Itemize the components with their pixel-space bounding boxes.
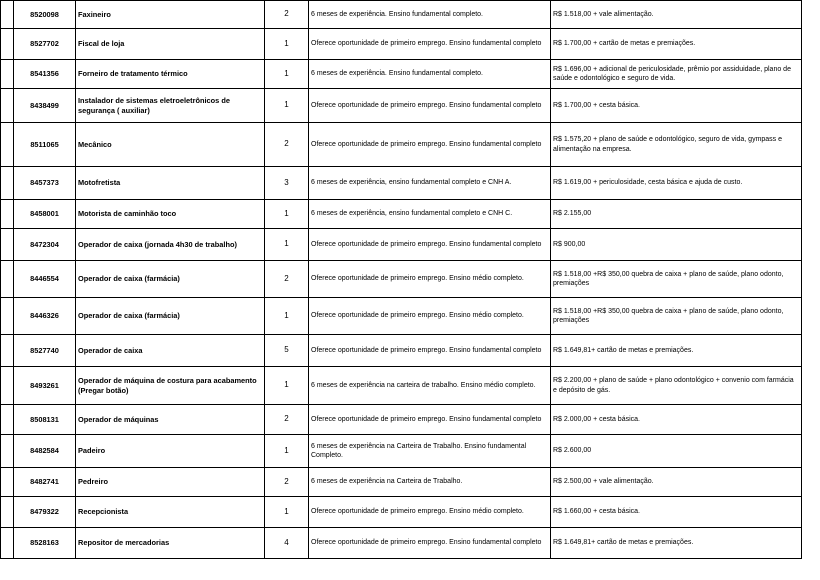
row-margin-cell [1, 298, 14, 335]
vacancy-count: 2 [265, 261, 309, 298]
job-requirements: Oferece oportunidade de primeiro emprego. Ensino fundamental completo [309, 528, 551, 559]
job-salary: R$ 1.700,00 + cesta básica. [551, 89, 802, 123]
vacancy-code: 8482741 [14, 468, 76, 497]
table-row [1, 89, 802, 123]
job-requirements: 6 meses de experiência. Ensino fundamental completo. [309, 60, 551, 89]
job-title: Operador de máquina de costura para acabamento (Pregar botão) [76, 367, 265, 405]
vacancy-count: 1 [265, 229, 309, 261]
vacancy-code: 8458001 [14, 200, 76, 229]
job-requirements: Oferece oportunidade de primeiro emprego. Ensino fundamental completo [309, 405, 551, 435]
vacancy-count: 1 [265, 29, 309, 60]
vacancy-code: 8527702 [14, 29, 76, 60]
row-margin-cell [1, 435, 14, 468]
row-margin-cell [1, 468, 14, 497]
table-row [1, 167, 802, 200]
table-row [1, 528, 802, 559]
vacancy-count: 2 [265, 1, 309, 29]
vacancy-count: 1 [265, 367, 309, 405]
job-title: Repositor de mercadorias [76, 528, 265, 559]
table-row [1, 367, 802, 405]
vacancy-code: 8479322 [14, 497, 76, 528]
job-salary: R$ 900,00 [551, 229, 802, 261]
job-salary: R$ 2.200,00 + plano de saúde + plano odontológico + convenio com farmácia e depósito de gás. [551, 367, 802, 405]
table-body [1, 1, 802, 559]
vacancy-count: 2 [265, 123, 309, 167]
job-requirements: 6 meses de experiência na Carteira de Trabalho. [309, 468, 551, 497]
table-row [1, 123, 802, 167]
vacancy-count: 2 [265, 405, 309, 435]
job-requirements: Oferece oportunidade de primeiro emprego. Ensino médio completo. [309, 298, 551, 335]
vacancy-count: 1 [265, 200, 309, 229]
vacancy-code: 8493261 [14, 367, 76, 405]
job-requirements: Oferece oportunidade de primeiro emprego. Ensino fundamental completo [309, 29, 551, 60]
job-salary: R$ 2.600,00 [551, 435, 802, 468]
job-salary: R$ 1.696,00 + adicional de periculosidade, prêmio por assiduidade, plano de saúde e odontológico e seguro de vida. [551, 60, 802, 89]
job-requirements: 6 meses de experiência, ensino fundamental completo e CNH A. [309, 167, 551, 200]
job-salary: R$ 2.155,00 [551, 200, 802, 229]
job-requirements: Oferece oportunidade de primeiro emprego. Ensino médio completo. [309, 497, 551, 528]
table-row [1, 261, 802, 298]
job-title: Operador de caixa (farmácia) [76, 261, 265, 298]
job-salary: R$ 1.575,20 + plano de saúde e odontológico, seguro de vida, gympass e alimentação na empresa. [551, 123, 802, 167]
vacancy-code: 8482584 [14, 435, 76, 468]
job-requirements: 6 meses de experiência na Carteira de Trabalho. Ensino fundamental Completo. [309, 435, 551, 468]
vacancy-code: 8528163 [14, 528, 76, 559]
vacancy-code: 8457373 [14, 167, 76, 200]
job-requirements: Oferece oportunidade de primeiro emprego. Ensino médio completo. [309, 261, 551, 298]
job-title: Faxineiro [76, 1, 265, 29]
row-margin-cell [1, 261, 14, 298]
table-row [1, 335, 802, 367]
job-title: Operador de máquinas [76, 405, 265, 435]
row-margin-cell [1, 528, 14, 559]
table-row [1, 497, 802, 528]
table-row [1, 468, 802, 497]
job-salary: R$ 2.000,00 + cesta básica. [551, 405, 802, 435]
vacancy-code: 8511065 [14, 123, 76, 167]
job-salary: R$ 1.660,00 + cesta básica. [551, 497, 802, 528]
vacancy-count: 4 [265, 528, 309, 559]
row-margin-cell [1, 497, 14, 528]
job-title: Fiscal de loja [76, 29, 265, 60]
vacancy-code: 8520098 [14, 1, 76, 29]
job-title: Pedreiro [76, 468, 265, 497]
vacancy-code: 8472304 [14, 229, 76, 261]
row-margin-cell [1, 60, 14, 89]
table-row [1, 405, 802, 435]
vacancy-code: 8527740 [14, 335, 76, 367]
table-row [1, 435, 802, 468]
table-row [1, 60, 802, 89]
job-title: Operador de caixa (jornada 4h30 de trabalho) [76, 229, 265, 261]
vacancy-code: 8508131 [14, 405, 76, 435]
row-margin-cell [1, 123, 14, 167]
job-requirements: Oferece oportunidade de primeiro emprego. Ensino fundamental completo [309, 335, 551, 367]
job-salary: R$ 1.700,00 + cartão de metas e premiações. [551, 29, 802, 60]
job-requirements: 6 meses de experiência. Ensino fundamental completo. [309, 1, 551, 29]
vacancy-count: 1 [265, 298, 309, 335]
job-title: Instalador de sistemas eletroeletrônicos de segurança ( auxiliar) [76, 89, 265, 123]
job-title: Recepcionista [76, 497, 265, 528]
job-title: Forneiro de tratamento térmico [76, 60, 265, 89]
vacancy-code: 8446554 [14, 261, 76, 298]
vacancy-code: 8446326 [14, 298, 76, 335]
vacancy-count: 1 [265, 497, 309, 528]
job-requirements: 6 meses de experiência, ensino fundamental completo e CNH C. [309, 200, 551, 229]
vacancy-code: 8438499 [14, 89, 76, 123]
table-row [1, 29, 802, 60]
job-title: Mecânico [76, 123, 265, 167]
vacancy-count: 1 [265, 60, 309, 89]
job-salary: R$ 2.500,00 + vale alimentação. [551, 468, 802, 497]
job-title: Motofretista [76, 167, 265, 200]
row-margin-cell [1, 29, 14, 60]
job-title: Operador de caixa [76, 335, 265, 367]
row-margin-cell [1, 1, 14, 29]
table-row [1, 1, 802, 29]
table-row [1, 229, 802, 261]
vacancy-count: 2 [265, 468, 309, 497]
job-requirements: Oferece oportunidade de primeiro emprego. Ensino fundamental completo [309, 89, 551, 123]
job-salary: R$ 1.649,81+ cartão de metas e premiações. [551, 335, 802, 367]
row-margin-cell [1, 200, 14, 229]
row-margin-cell [1, 89, 14, 123]
table-row [1, 298, 802, 335]
job-salary: R$ 1.619,00 + periculosidade, cesta básica e ajuda de custo. [551, 167, 802, 200]
vacancy-count: 1 [265, 89, 309, 123]
vacancy-count: 5 [265, 335, 309, 367]
job-title: Padeiro [76, 435, 265, 468]
job-salary: R$ 1.518,00 +R$ 350,00 quebra de caixa + plano de saúde, plano odonto, premiações [551, 261, 802, 298]
row-margin-cell [1, 405, 14, 435]
vacancy-code: 8541356 [14, 60, 76, 89]
job-requirements: 6 meses de experiência na carteira de trabalho. Ensino médio completo. [309, 367, 551, 405]
table-row [1, 200, 802, 229]
row-margin-cell [1, 167, 14, 200]
row-margin-cell [1, 367, 14, 405]
job-title: Operador de caixa (farmácia) [76, 298, 265, 335]
job-requirements: Oferece oportunidade de primeiro emprego. Ensino fundamental completo [309, 123, 551, 167]
vacancy-count: 3 [265, 167, 309, 200]
job-title: Motorista de caminhão toco [76, 200, 265, 229]
job-requirements: Oferece oportunidade de primeiro emprego. Ensino fundamental completo [309, 229, 551, 261]
job-salary: R$ 1.518,00 + vale alimentação. [551, 1, 802, 29]
row-margin-cell [1, 229, 14, 261]
job-salary: R$ 1.518,00 +R$ 350,00 quebra de caixa + plano de saúde, plano odonto, premiações [551, 298, 802, 335]
vacancy-count: 1 [265, 435, 309, 468]
row-margin-cell [1, 335, 14, 367]
job-salary: R$ 1.649,81+ cartão de metas e premiações. [551, 528, 802, 559]
